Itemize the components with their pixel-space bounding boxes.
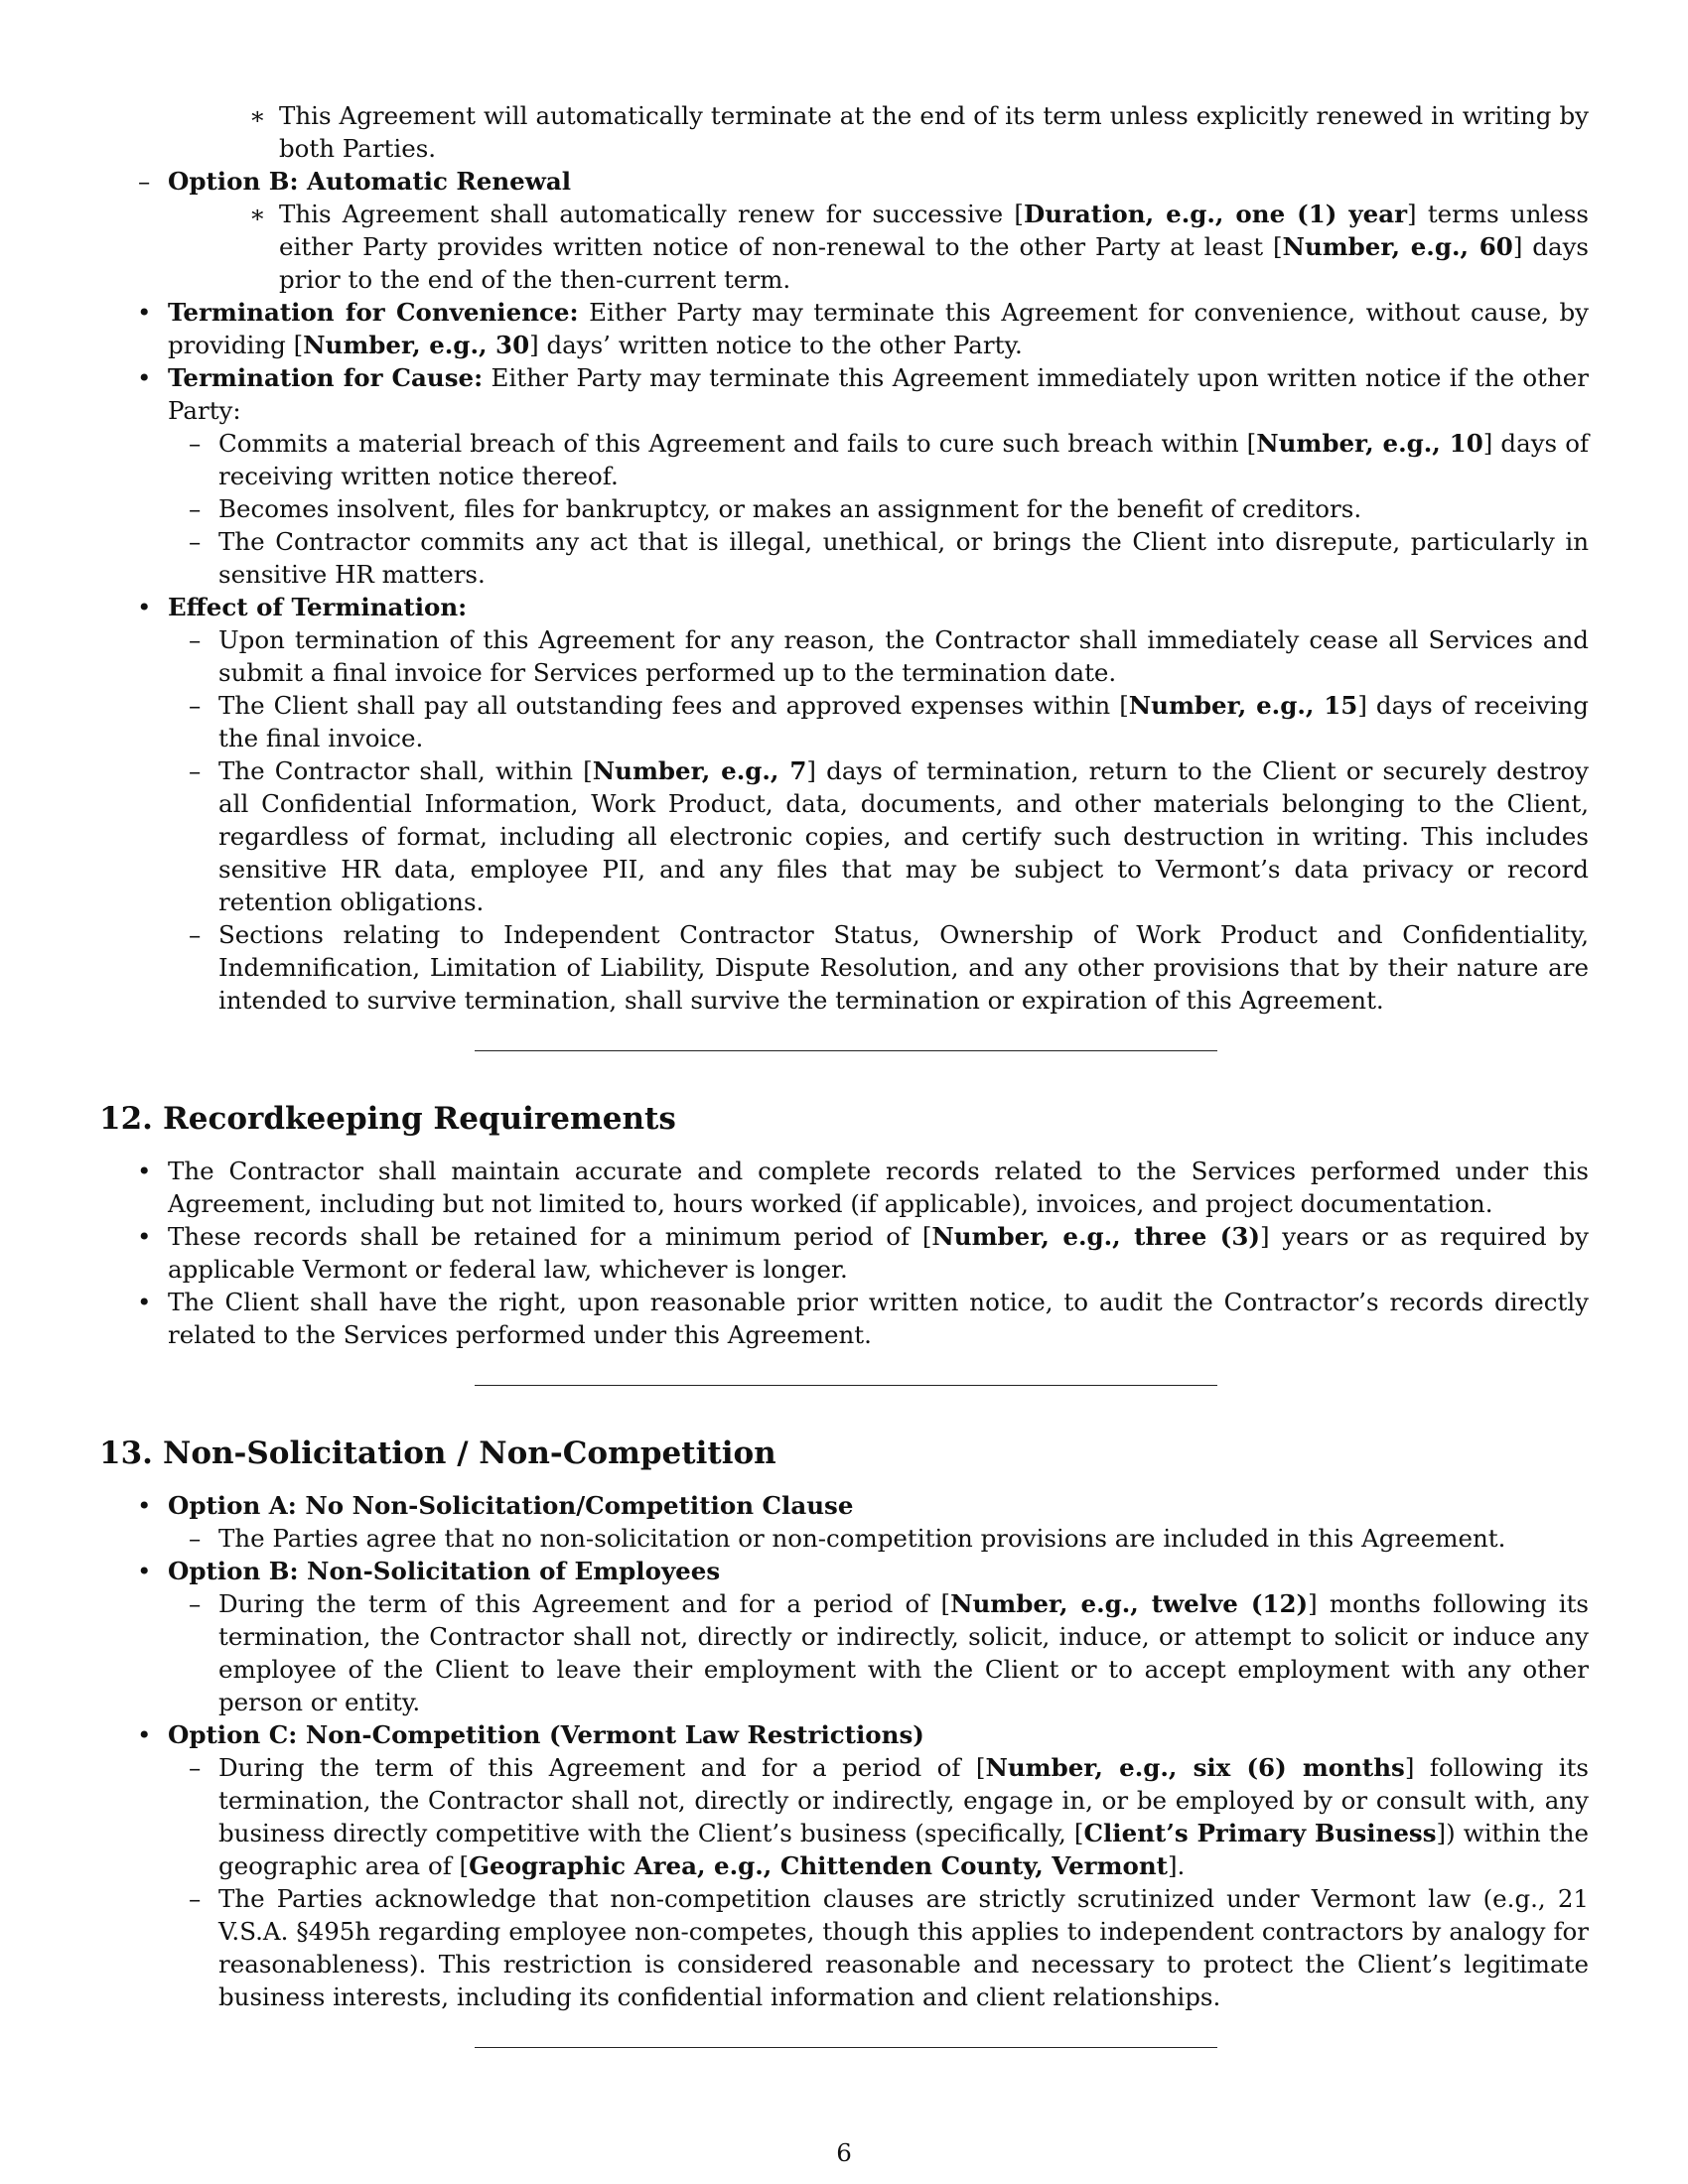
list-item: – Sections relating to Independent Contractor Status, Ownership of Work Product and Confidentiality, Indemnification, Limitation of Liability, Dispute Resolution, and any other provisions that by their nature are intended to survive termination, shall survive the termination or expiration of this Agreement.	[189, 920, 1589, 1015]
option-b-sublist	[227, 198, 1589, 296]
list-item: – Option B: Automatic Renewal	[138, 167, 572, 196]
list-item: – During the term of this Agreement and for a period of [Number, e.g., six (6) months] following its termination, the Contractor shall not, directly or indirectly, engage in, or be employed by or consult with, any business directly competitive with the Client’s business (specifically, [Client’s Primary Business]) within the geographic area of [Geographic Area, e.g., Chittenden County, Vermont].	[189, 1753, 1589, 1880]
list-item: – During the term of this Agreement and for a period of [Number, e.g., twelve (12)] months following its termination, the Contractor shall not, directly or indirectly, solicit, induce, or attempt to solicit or induce any employee of the Client to leave their employment with the Client or to accept employment with any other person or entity.	[189, 1589, 1589, 1716]
list-item: • Termination for Cause: Either Party may terminate this Agreement immediately upon written notice if the other Party: – Commits a material breach of this Agreement and fails to cure such breach within [Number, e.g., 10] days of receiving written notice thereof. – Becomes insolvent, files for bankruptcy, or makes an assignment for the benefit of creditors. – The Contractor commits any act that is illegal, unethical, or brings the Client into disrepute, particularly in sensitive HR matters.	[137, 363, 1590, 589]
section-heading: 13. Non-Solicitation / Non-Competition	[99, 1435, 776, 1471]
effect-sublist	[159, 623, 1589, 1017]
option-a-sublist	[159, 1522, 1589, 1555]
list-item: – Upon termination of this Agreement for any reason, the Contractor shall immediately cease all Services and submit a final invoice for Services performed up to the termination date.	[189, 625, 1589, 687]
list-item: – The Parties acknowledge that non-competition clauses are strictly scrutinized under Vermont law (e.g., 21 V.S.A. §495h regarding employee non-competes, though this applies to independent contractors by analogy for reasonableness). This restriction is considered reasonable and necessary to protect the Client’s legitimate business interests, including its confidential information and client relationships.	[189, 1884, 1589, 2011]
option-b-sublist	[159, 1587, 1589, 1718]
list-item: – The Client shall pay all outstanding fees and approved expenses within [Number, e.g., 15] days of receiving the final invoice.	[189, 691, 1589, 752]
option-a-sublist	[227, 99, 1589, 165]
document-page	[99, 99, 1589, 2048]
list-item: – The Contractor commits any act that is illegal, unethical, or brings the Client into disrepute, particularly in sensitive HR matters.	[189, 527, 1589, 589]
section-heading: 12. Recordkeeping Requirements	[99, 1101, 676, 1137]
section-divider	[475, 1050, 1217, 1051]
list-item: – Becomes insolvent, files for bankruptcy, or makes an assignment for the benefit of creditors.	[189, 494, 1362, 523]
list-item: • Effect of Termination: – Upon termination of this Agreement for any reason, the Contractor shall immediately cease all Services and submit a final invoice for Services performed up to the termination date. – The Client shall pay all outstanding fees and approved expenses within [Number, e.g., 15] days of receiving the final invoice. – The Contractor shall, within [Number, e.g., 7] days of termination, return to the Client or securely destroy all Confidential Information, Work Product, data, documents, and other materials belonging to the Client, regardless of format, including all electronic copies, and certify such destruction in writing. This includes sensitive HR data, employee PII, and any files that may be subject to Vermont’s data privacy or record retention obligations. – Sections relating to Independent Contractor Status, Ownership of Work Product and Confidentiality, Indemnification, Limitation of Liability, Dispute Resolution, and any other provisions that by their nature are intended to survive termination, shall survive the termination or expiration of this Agreement.	[137, 593, 1590, 1015]
list-item: • The Client shall have the right, upon reasonable prior written notice, to audit the Contractor’s records directly related to the Services performed under this Agreement.	[137, 1288, 1589, 1349]
option-b-list	[138, 165, 1589, 198]
section-divider	[475, 2047, 1217, 2048]
list-item: ∗ This Agreement shall automatically renew for successive [Duration, e.g., one (1) year] terms unless either Party provides written notice of non-renewal to the other Party at least [Number, e.g., 60] days prior to the end of the then-current term.	[249, 200, 1590, 294]
section-divider	[475, 1385, 1217, 1386]
list-item: • The Contractor shall maintain accurate and complete records related to the Services performed under this Agreement, including but not limited to, hours worked (if applicable), invoices, and project documentation.	[137, 1157, 1589, 1218]
recordkeeping-list	[99, 1155, 1589, 1351]
list-item: ∗ This Agreement will automatically terminate at the end of its term unless explicitly renewed in writing by both Parties.	[249, 101, 1589, 163]
page-number: 6	[836, 2138, 852, 2167]
list-item: – The Parties agree that no non-solicitation or non-competition provisions are included in this Agreement.	[189, 1524, 1506, 1553]
termination-list	[99, 296, 1589, 1017]
list-item: – The Contractor shall, within [Number, e.g., 7] days of termination, return to the Client or securely destroy all Confidential Information, Work Product, data, documents, and other materials belonging to the Client, regardless of format, including all electronic copies, and certify such destruction in writing. This includes sensitive HR data, employee PII, and any files that may be subject to Vermont’s data privacy or record retention obligations.	[189, 756, 1590, 916]
list-item: • Option B: Non-Solicitation of Employees – During the term of this Agreement and for a period of [Number, e.g., twelve (12)] months following its termination, the Contractor shall not, directly or indirectly, solicit, induce, or attempt to solicit or induce any employee of the Client to leave their employment with the Client or to accept employment with any other person or entity.	[137, 1557, 1589, 1716]
list-item: • These records shall be retained for a minimum period of [Number, e.g., three (3)] years or as required by applicable Vermont or federal law, whichever is longer.	[137, 1222, 1589, 1284]
list-item: • Termination for Convenience: Either Party may terminate this Agreement for convenience, without cause, by providing [Number, e.g., 30] days’ written notice to the other Party.	[137, 298, 1589, 359]
list-item: • Option A: No Non-Solicitation/Competition Clause – The Parties agree that no non-solicitation or non-competition provisions are included in this Agreement.	[99, 1489, 1589, 1555]
list-item: • Option C: Non-Competition (Vermont Law Restrictions) – During the term of this Agreement and for a period of [Number, e.g., six (6) months] following its termination, the Contractor shall not, directly or indirectly, engage in, or be employed by or consult with, any business directly competitive with the Client’s business (specifically, [Client’s Primary Business]) within the geographic area of [Geographic Area, e.g., Chittenden County, Vermont]. – The Parties acknowledge that non-competition clauses are strictly scrutinized under Vermont law (e.g., 21 V.S.A. §495h regarding employee non-competes, though this applies to independent contractors by analogy for reasonableness). This restriction is considered reasonable and necessary to protect the Client’s legitimate business interests, including its confidential information and client relationships.	[137, 1720, 1589, 2011]
list-item: – Commits a material breach of this Agreement and fails to cure such breach within [Number, e.g., 10] days of receiving written notice thereof.	[189, 429, 1590, 490]
cause-sublist	[159, 427, 1589, 591]
option-c-sublist	[159, 1751, 1589, 2013]
non-compete-list	[99, 1489, 1589, 2013]
